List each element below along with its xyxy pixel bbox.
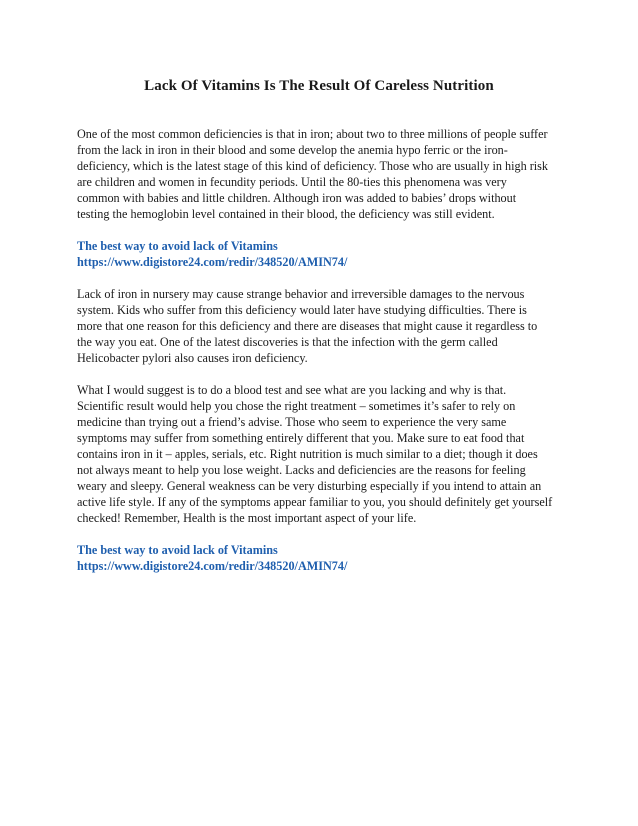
text-line: One of the most common deficiencies is that in iron; about two to three millions of people suffer bbox=[77, 127, 548, 141]
text-line: checked! Remember, Health is the most important aspect of your life. bbox=[77, 511, 417, 525]
text-line: common with babies and little children. Although iron was added to babies’ drops without bbox=[77, 191, 517, 205]
text-line: system. Kids who suffer from this deficiency would later have studying difficulties. There is bbox=[77, 303, 527, 317]
text-line: Helicobacter pylori also causes iron deficiency. bbox=[77, 351, 308, 365]
promo-label[interactable]: The best way to avoid lack of Vitamins bbox=[77, 239, 278, 253]
promo-url[interactable]: https://www.digistore24.com/redir/348520/AMIN74/ bbox=[77, 559, 348, 573]
text-line: Scientific result would help you chose the right treatment – sometimes it’s safer to rely on bbox=[77, 399, 516, 413]
promo-link-block-2[interactable] bbox=[77, 542, 563, 574]
text-line: from the lack in iron in their blood and some develop the anemia hypo ferric or the iron- bbox=[77, 143, 508, 157]
paragraph-suggestion bbox=[77, 382, 563, 526]
text-line: Lack of iron in nursery may cause strange behavior and irreversible damages to the nervous bbox=[77, 287, 525, 301]
text-line: active life style. If any of the symptoms appear familiar to you, you should definitely get yourself bbox=[77, 495, 553, 509]
paragraph-iron-deficiency bbox=[77, 126, 563, 222]
text-line: are children and women in fecundity periods. Until the 80-ties this phenomena was very bbox=[77, 175, 507, 189]
promo-label[interactable]: The best way to avoid lack of Vitamins bbox=[77, 543, 278, 557]
document-title: Lack Of Vitamins Is The Result Of Careless Nutrition bbox=[144, 78, 494, 94]
text-line: weary and sleepy. General weakness can be very disturbing especially if you intend to attain an bbox=[77, 479, 542, 493]
promo-link-block-1[interactable] bbox=[77, 238, 563, 270]
text-line: contains iron in it – apples, serials, etc. Right nutrition is much similar to a diet; though it does bbox=[77, 447, 538, 461]
text-line: symptoms may suffer from something entirely different that you. Make sure to eat food that bbox=[77, 431, 525, 445]
document-body bbox=[77, 126, 563, 590]
text-line: deficiency, which is the latest stage of this kind of deficiency. Those who are usually in high risk bbox=[77, 159, 549, 173]
promo-url[interactable]: https://www.digistore24.com/redir/348520/AMIN74/ bbox=[77, 255, 348, 269]
text-line: What I would suggest is to do a blood test and see what are you lacking and why is that. bbox=[77, 383, 507, 397]
text-line: not always meant to help you lose weight. Lacks and deficiencies are the reasons for feeling bbox=[77, 463, 526, 477]
text-line: more that one reason for this deficiency and there are diseases that might cause it regardless to bbox=[77, 319, 538, 333]
paragraph-nursery bbox=[77, 286, 563, 366]
text-line: the way you eat. One of the latest discoveries is that the infection with the germ called bbox=[77, 335, 498, 349]
text-line: testing the hemoglobin level contained in their blood, the deficiency was still evident. bbox=[77, 207, 495, 221]
text-line: medicine than trying out a friend’s advise. Those who seem to experience the very same bbox=[77, 415, 507, 429]
